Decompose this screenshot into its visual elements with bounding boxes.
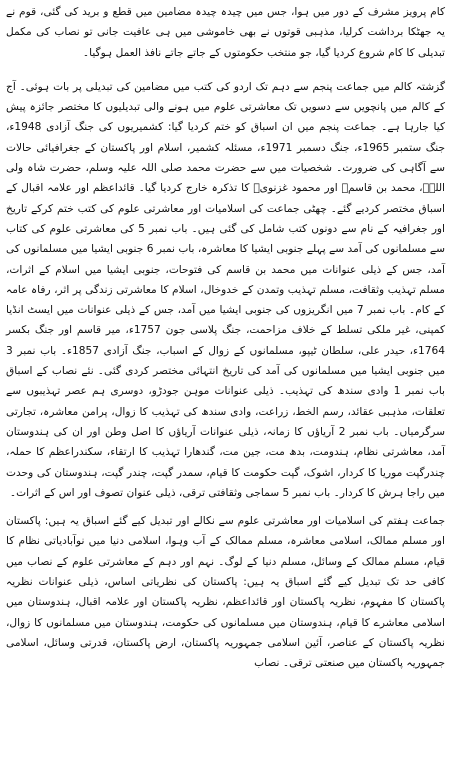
article-paragraph-intro: کام پرویز مشرف کے دور میں ہوا، جس میں چیدہ چیدہ مضامین میں قطع و برید کی گئی، قوم نے یہ جھٹکا برداشت کرلیا، مذہبی قوتوں نے بھی خاموشی میں ہی عافیت جانی تو نصاب کی مکمل تبدیلی کا کام شروع کردیا گیا، جو منتخب حکومتوں کے جاتے جاتے نافذ العمل ہوگیا۔ (6, 6, 445, 59)
article-paragraph-higher-grades: جماعت ہفتم کی اسلامیات اور معاشرتی علوم سے نکالے اور تبدیل کیے گئے اسباق یہ ہیں: پاکستان اور مسلم ممالک، اسلامی معاشرہ، مسلم ممالک کے آب وہوا، اسلامی دنیا میں نوآبادیاتی نظام کا قیام، مسلم ممالک کے وسائل، مسلم دنیا کے لوگ۔ نہم اور دہم کے معاشرتی علوم کے نصاب میں کافی حد تک تبدیل کیے گئے اسباق یہ ہیں: پاکستان کی نظریاتی اساس، ذیلی عنوانات نظریہ پاکستان کا مفہوم، نظریہ پاکستان اور قائداعظم، نظریہ پاکستان اور علامہ اقبال، ہندوستان میں اسلامی معاشرے کا قیام، ہندوستان میں مسلمانوں کی حکومت، ہندوستان میں مسلمانوں کا زوال، نظریہ پاکستان کے عناصر، آئین اسلامی جمہوریہ پاکستان، ارض پاکستان، قدرتی وسائل، اسلامی جمہوریہ پاکستان میں صنعتی ترقی۔ نصاب (6, 515, 445, 670)
article-paragraph-syllabus-changes: گزشتہ کالم میں جماعت پنجم سے دہم تک اردو کی کتب میں مضامین کی تبدیلی پر بات ہوئی۔ آج کے کالم میں پانچویں سے دسویں تک معاشرتی علوم میں ہونے والی تبدیلیوں کا مختصر جائزہ پیش کیا جارہا ہے۔ جماعت پنجم میں ان اسباق کو ختم کردیا گیا: کشمیریوں کی جنگ آزادی 1948ء، جنگ ستمبر 1965ء، جنگ دسمبر 1971ء، مسئلہ کشمیر، اسلام اور پاکستان کے جغرافیائی حالات سے آگاہی کی ضرورت۔ شخصیات میں سے حضرت محمد صلی اللہ علیہ وسلم، حضرت شاہ ولی اللہؒ، محمد بن قاسمؒ اور محمود غزنویؒ کا تذکرہ خارج کردیا گیا۔ قائداعظم اور علامہ اقبال کے اسباق مختصر کردیے گئے۔ چھٹی جماعت کی اسلامیات اور معاشرتی علوم کی کتب ختم کرکے تاریخ اور جغرافیہ کے نام سے دونوں کتب شامل کی گئی ہیں۔ باب نمبر 5 کی معاشرتی علوم کی کتاب سے مسلمانوں کی آمد سے پہلے جنوبی ایشیا کا معاشرہ، باب نمبر 6 جنوبی ایشیا میں مسلمانوں کی آمد، جس کے ذیلی عنوانات میں محمد بن قاسم کی فتوحات، جنوبی ایشیا میں اسلام کے اثرات، مسلم تہذیب وثقافت، مسلم تہذیب وتمدن کے خدوخال، اسلام کا معاشرتی زندگی پر اثر، رفاہ عامہ کے کام۔ باب نمبر 7 میں انگریزوں کی جنوبی ایشیا میں آمد، جس کے ذیلی عنوانات میں ایسٹ انڈیا کمپنی، غیر ملکی تسلط کے خلاف مزاحمت، جنگ پلاسی جون 1757ء، میر قاسم اور جنگ بکسر 1764ء، حیدر علی، سلطان ٹیپو، مسلمانوں کے زوال کے اسباب، جنگ آزادی 1857ء۔ باب نمبر 3 میں جنوبی ایشیا میں مسلمانوں کی آمد کی تاریخ انتہائی مختصر کردی گئی۔ نئے نصاب کے اسباق باب نمبر 1 وادی سندھ کی تہذیب۔ ذیلی عنوانات موہن جودڑو، دوسری ہم عصر تہذیبوں سے تعلقات، مذہبی عقائد، رسم الخط، زراعت، وادی سندھ کی تہذیب کا زوال، پرامن معاشرہ، تجارتی سرگرمیاں۔ باب نمبر 2 آریاؤں کا زمانہ، ذیلی عنوانات آریاؤں کا اصل وطن اور ان کی ہندوستان آمد، معاشرتی نظام، ہندومت، بدھ مت، جین مت، گندھارا تہذیب کا ارتقاء، سکندراعظم کا حملہ، چندرگپت موریا کا کردار، اشوک، گپت حکومت کا قیام، سمدر گپت، چندر گپت، ہندوستان کی وحدت میں راجا ہرش کا کردار۔ باب نمبر 5 سماجی وثقافتی ترقی، ذیلی عنوان تصوف اور اس کے اثرات۔ (6, 80, 446, 499)
